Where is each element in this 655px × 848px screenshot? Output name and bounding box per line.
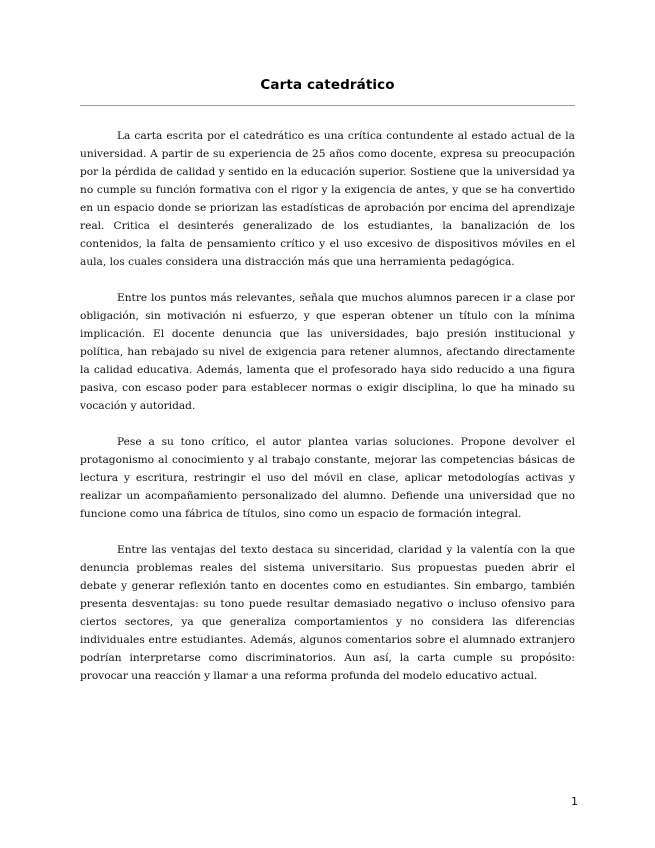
document-body: [80, 127, 575, 703]
paragraph-2: Entre los puntos más relevantes, señala que muchos alumnos parecen ir a clase por obligación, sin motivación ni esfuerzo, y que esperan obtener un título con la mínima implicación. El docente denuncia que las universidades, bajo presión institucional y política, han rebajado su nivel de exigencia para retener alumnos, afectando directamente la calidad educativa. Además, lamenta que el profesorado haya sido reducido a una figura pasiva, con escaso poder para establecer normas o exigir disciplina, lo que ha minado su vocación y autoridad.: [80, 292, 575, 412]
document-title: Carta catedrático: [260, 77, 395, 93]
page-number: 1: [571, 795, 578, 808]
paragraph-4: Entre las ventajas del texto destaca su sinceridad, claridad y la valentía con la que denuncia problemas reales del sistema universitario. Sus propuestas pueden abrir el debate y generar reflexión tanto en docentes como en estudiantes. Sin embargo, también presenta desventajas: su tono puede resultar demasiado negativo o incluso ofensivo para ciertos sectores, ya que generaliza comportamientos y no considera las diferencias individuales entre estudiantes. Además, algunos comentarios sobre el alumnado extranjero podrían interpretarse como discriminatorios. Aun así, la carta cumple su propósito: provocar una reacción y llamar a una reforma profunda del modelo educativo actual.: [80, 544, 575, 682]
paragraph-1: La carta escrita por el catedrático es una crítica contundente al estado actual de la universidad. A partir de su experiencia de 25 años como docente, expresa su preocupación por la pérdida de calidad y sentido en la educación superior. Sostiene que la universidad ya no cumple su función formativa con el rigor y la exigencia de antes, y que se ha convertido en un espacio donde se priorizan las estadísticas de aprobación por encima del aprendizaje real. Critica el desinterés generalizado de los estudiantes, la banalización de los contenidos, la falta de pensamiento crítico y el uso excesivo de dispositivos móviles en el aula, los cuales considera una distracción más que una herramienta pedagógica.: [80, 130, 575, 268]
paragraph-3: Pese a su tono crítico, el autor plantea varias soluciones. Propone devolver el protagonismo al conocimiento y al trabajo constante, mejorar las competencias básicas de lectura y escritura, restringir el uso del móvil en clase, aplicar metodologías activas y realizar un acompañamiento personalizado del alumno. Defiende una universidad que no funcione como una fábrica de títulos, sino como un espacio de formación integral.: [80, 436, 575, 520]
title-divider: [80, 105, 575, 106]
